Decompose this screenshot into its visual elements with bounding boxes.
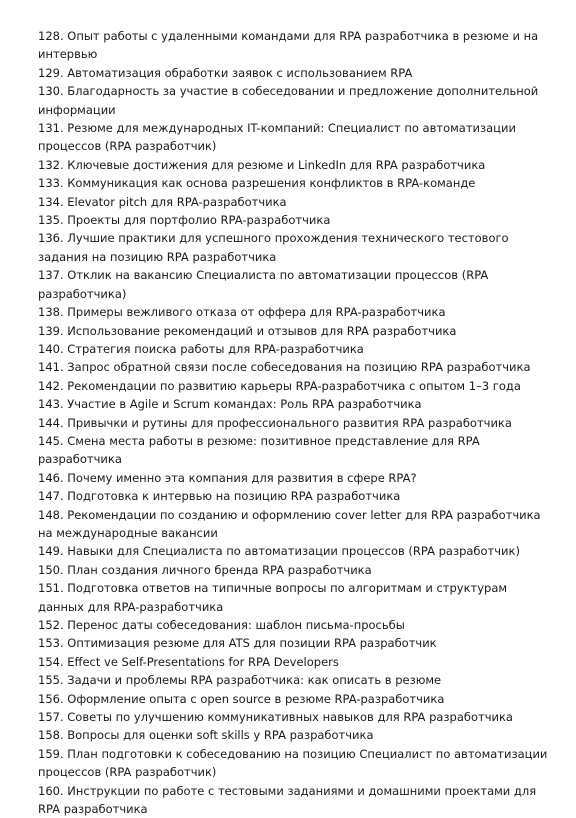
list-item: 153. Оптимизация резюме для ATS для позиции RPA разработчик <box>38 636 437 651</box>
list-item: 150. План создания личного бренда RPA разработчика <box>38 562 372 577</box>
list-item: 158. Вопросы для оценки soft skills у RPA разработчика <box>38 728 374 743</box>
list-item: 152. Перенос даты собеседования: шаблон письма-просьбы <box>38 618 405 632</box>
list-item: 130. Благодарность за участие в собеседовании и предложение дополнительной информации <box>38 84 539 117</box>
list-item: 143. Участие в Agile и Scrum командах: Роль RPA разработчика <box>38 397 422 412</box>
list-item: 144. Привычки и рутины для профессионального развития RPA разработчика <box>38 415 512 430</box>
list-item: 139. Использование рекомендаций и отзывов для RPA разработчика <box>38 323 457 338</box>
list-item: 135. Проекты для портфолио RPA-разработчика <box>38 213 331 228</box>
list-item: 141. Запрос обратной связи после собеседования на позицию RPA разработчика <box>38 360 531 375</box>
list-item: 146. Почему именно эта компания для развития в сфере RPA? <box>38 470 417 485</box>
list-item: 131. Резюме для международных IT-компаний: Специалист по автоматизации процессов (RPA разработчик) <box>38 121 516 154</box>
list-item: 159. План подготовки к собеседованию на позицию Специалист по автоматизации процессов (RPA разработчик) <box>38 746 548 780</box>
list-item: 155. Задачи и проблемы RPA разработчика: как описать в резюме <box>38 673 442 688</box>
document-list <box>38 27 554 818</box>
list-item: 128. Опыт работы с удаленными командами для RPA разработчика в резюме и на интервью <box>38 29 539 62</box>
list-item: 154. Effect ve Self-Presentations for RPA Developers <box>38 654 339 669</box>
list-item: 147. Подготовка к интервью на позицию RPA разработчика <box>38 489 401 504</box>
list-item: 145. Смена места работы в резюме: позитивное представление для RPA разработчика <box>38 433 480 467</box>
list-item: 140. Стратегия поиска работы для RPA-разработчика <box>38 341 364 356</box>
list-item: 138. Примеры вежливого отказа от оффера для RPA-разработчика <box>38 305 446 320</box>
list-item: 160. Инструкции по работе с тестовыми заданиями и домашними проектами для RPA разработчика <box>38 783 537 817</box>
list-item: 134. Elevator pitch для RPA-разработчика <box>38 194 287 209</box>
list-item: 136. Лучшие практики для успешного прохождения технического тестового задания на позицию RPA разработчика <box>38 231 509 264</box>
list-item: 133. Коммуникация как основа разрешения конфликтов в RPA-команде <box>38 176 476 191</box>
list-item: 149. Навыки для Специалиста по автоматизации процессов (RPA разработчик) <box>38 544 520 559</box>
list-item: 157. Советы по улучшению коммуникативных навыков для RPA разработчика <box>38 710 513 725</box>
list-item: 137. Отклик на вакансию Специалиста по автоматизации процессов (RPA разработчика) <box>38 268 489 301</box>
list-item: 151. Подготовка ответов на типичные вопросы по алгоритмам и структурам данных для RPA-разработчика <box>38 581 508 614</box>
list-item: 156. Оформление опыта с open source в резюме RPA-разработчика <box>38 691 445 706</box>
list-item: 148. Рекомендации по созданию и оформлению cover letter для RPA разработчика на международные вакансии <box>38 507 541 540</box>
list-item: 129. Автоматизация обработки заявок с использованием RPA <box>38 65 413 80</box>
list-item: 142. Рекомендации по развитию карьеры RPA-разработчика с опытом 1–3 года <box>38 378 521 393</box>
list-item: 132. Ключевые достижения для резюме и LinkedIn для RPA разработчика <box>38 157 486 172</box>
